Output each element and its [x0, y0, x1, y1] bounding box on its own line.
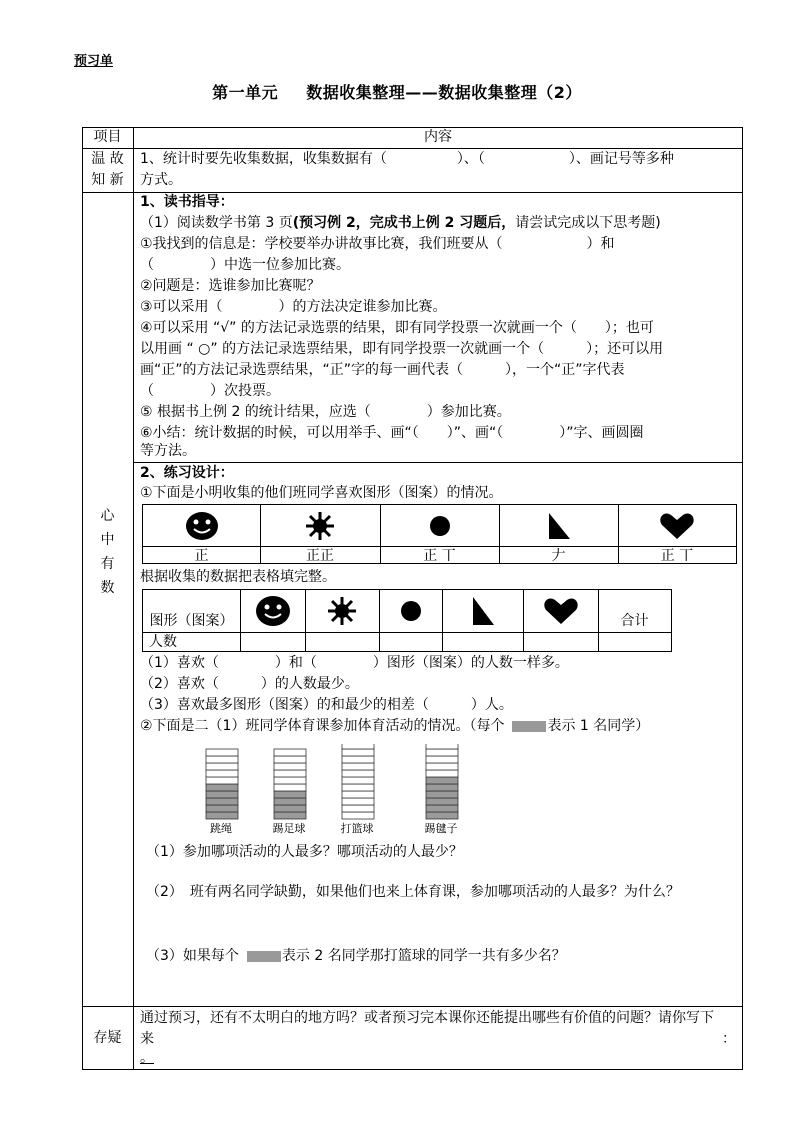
- bar-block: [206, 791, 238, 798]
- bar-block: [426, 805, 458, 812]
- unit-title: 第一单元: [212, 83, 279, 102]
- col-header-content: 内容: [424, 129, 452, 145]
- bar-block: [274, 756, 306, 763]
- tally-mark: 𠂇: [551, 548, 566, 564]
- bar-block: [274, 770, 306, 777]
- triangle-icon: [442, 590, 523, 632]
- column-divider: [133, 127, 134, 1070]
- bar-block: [342, 791, 374, 798]
- bar-block: [206, 798, 238, 805]
- exercise-2-pre: ②下面是二（1）班同学体育课参加体育活动的情况。（每个: [140, 718, 505, 734]
- bar-block: [206, 770, 238, 777]
- fill-prompt: 根据收集的数据把表格填完整。: [140, 569, 336, 585]
- bar-block: [274, 791, 306, 798]
- bar-block: [342, 777, 374, 784]
- tally-mark: 正: [194, 548, 209, 564]
- practice-heading: 2、练习设计：: [140, 465, 234, 481]
- heart-icon: [618, 505, 736, 546]
- question-4a: ④可以采用 “√” 的方法记录选票的结果，即有同学投票一次就画一个（ ）；也可: [140, 320, 654, 336]
- exercise-2-post: 表示 1 名同学）: [547, 718, 650, 734]
- unit-block-icon: [512, 721, 546, 732]
- bar-label: 踢足球: [272, 822, 306, 835]
- question-6a: ⑥小结：统计数据的时候，可以用举手、画“（ ）”、画“（ ）”字、画圆圈: [140, 425, 644, 441]
- bar-block: [342, 744, 374, 749]
- tally-mark: 正 丅: [660, 548, 694, 564]
- page-title: [0, 80, 794, 103]
- bar-block: [426, 784, 458, 791]
- dot-icon: [380, 505, 499, 546]
- reading-intro-bold: (预习例 2，完成书上例 2 习题后，: [292, 215, 516, 231]
- topic-title: 数据收集整理——数据收集整理（2）: [306, 83, 582, 102]
- doubts-line-2-end: ：: [722, 1031, 736, 1047]
- bar-block: [342, 798, 374, 805]
- main-label-3: 有: [100, 556, 115, 572]
- circle-symbol: ○: [198, 341, 211, 357]
- count-table: [142, 589, 672, 652]
- bar-label: 踢毽子: [424, 822, 458, 835]
- tally-mark: 正 丅: [423, 548, 456, 564]
- bar-block: [274, 798, 306, 805]
- doubts-line-1: 通过预习，还有不太明白的地方吗？或者预习完本课你还能提出哪些有价值的问题？请你写下: [140, 1010, 714, 1026]
- doubts-line-3: 。: [140, 1050, 154, 1066]
- question-2: ②问题是：选谁参加比赛呢？: [140, 278, 321, 294]
- main-label-1: 心: [100, 508, 115, 524]
- bar-block: [426, 744, 458, 749]
- sun-icon: [305, 590, 379, 632]
- sub-question-2: （2）喜欢（ ）的人数最少。: [140, 676, 359, 692]
- smiley-icon: [240, 590, 305, 632]
- bar-block: [342, 770, 374, 777]
- reading-intro: [140, 213, 661, 234]
- triangle-icon: [499, 505, 618, 546]
- question-3: ③可以采用（ ）的方法决定谁参加比赛。: [140, 299, 447, 315]
- bar-block: [206, 805, 238, 812]
- question-4b-pre: 以用画 “: [140, 341, 199, 357]
- main-label-2: 中: [100, 532, 115, 548]
- col-header-item: 项目: [93, 129, 122, 145]
- question-c-post: 表示 2 名同学那打篮球的同学一共有多少名？: [281, 948, 566, 964]
- row-divider: [82, 1006, 743, 1007]
- tally-mark: 正正: [306, 548, 334, 564]
- activity-bar: [206, 749, 238, 819]
- sub-question-3: （3）喜欢最多图形（图案）的和最少的相差（ ）人。: [140, 697, 513, 713]
- bar-label: 跳绳: [210, 822, 232, 835]
- bar-block: [426, 777, 458, 784]
- bar-block: [342, 805, 374, 812]
- sun-icon: [260, 505, 380, 546]
- question-4b-post: ” 的方法记录选票结果，即有同学投票一次就画一个（ ）；还可以用: [210, 341, 664, 357]
- question-1b: （ ）中选一位参加比赛。: [140, 257, 350, 273]
- bar-block: [274, 812, 306, 819]
- tally-table: [142, 504, 737, 564]
- question-c-pre: （3）如果每个: [146, 948, 239, 964]
- unit-block-icon: [247, 951, 281, 962]
- review-label-2: 知 新: [91, 172, 124, 188]
- review-line-2: 方式。: [140, 172, 182, 188]
- bar-block: [206, 777, 238, 784]
- doubts-line-2: 来: [140, 1031, 154, 1047]
- question-a: （1）参加哪项活动的人最多？哪项活动的人最少？: [146, 844, 463, 860]
- bar-block: [206, 756, 238, 763]
- bar-block: [426, 770, 458, 777]
- question-6b: 等方法。: [140, 443, 196, 459]
- bar-block: [426, 756, 458, 763]
- bar-block: [426, 749, 458, 756]
- activity-bar: [342, 744, 374, 819]
- exercise-2: [140, 716, 649, 737]
- bar-block: [206, 763, 238, 770]
- bar-block: [206, 812, 238, 819]
- count-row-header: 人数: [149, 634, 177, 650]
- reading-heading: 1、读书指导：: [140, 194, 234, 210]
- review-line-1: 1、统计时要先收集数据，收集数据有（ ）、（ ）、画记号等多种: [140, 151, 674, 167]
- bar-block: [342, 749, 374, 756]
- bar-block: [426, 763, 458, 770]
- activity-bar: [426, 744, 458, 819]
- bar-block: [274, 749, 306, 756]
- shape-header: 图形（图案）: [149, 613, 234, 629]
- question-1a: ①我找到的信息是：学校要举办讲故事比赛，我们班要从（ ）和: [140, 236, 615, 252]
- bar-block: [206, 784, 238, 791]
- dot-icon: [379, 590, 442, 632]
- question-4b: [140, 339, 663, 360]
- bar-block: [342, 763, 374, 770]
- question-5: ⑤ 根据书上例 2 的统计结果，应选（ ）参加比赛。: [140, 404, 511, 420]
- question-4c: 画“正”的方法记录选票结果，“正”字的每一画代表（ ），一个“正”字代表: [140, 362, 625, 378]
- bar-block: [426, 812, 458, 819]
- bar-label: 打篮球: [340, 822, 374, 835]
- review-label-1: 温 故: [91, 151, 124, 167]
- reading-intro-pre: （1）阅读数学书第 3 页: [140, 215, 293, 231]
- total-header: 合计: [620, 613, 649, 629]
- exercise-1: ①下面是小明收集的他们班同学喜欢图形（图案）的情况。: [140, 485, 503, 501]
- heart-icon: [523, 590, 598, 632]
- bar-block: [274, 784, 306, 791]
- sub-question-1: （1）喜欢（ ）和（ ）图形（图案）的人数一样多。: [140, 655, 569, 671]
- smiley-icon: [143, 505, 260, 546]
- doubts-label: 存疑: [93, 1030, 122, 1046]
- main-label-4: 数: [100, 580, 115, 596]
- reading-intro-post: 请尝试完成以下思考题): [515, 215, 661, 231]
- question-4d: （ ）次投票。: [140, 383, 280, 399]
- question-b: （2） 班有两名同学缺勤，如果他们也来上体育课，参加哪项活动的人最多？为什么？: [146, 884, 680, 900]
- bar-block: [342, 812, 374, 819]
- question-c: [146, 946, 566, 967]
- bar-block: [426, 791, 458, 798]
- bar-block: [426, 798, 458, 805]
- bar-block: [206, 749, 238, 756]
- header-label: 预习单: [74, 54, 114, 69]
- bar-block: [274, 805, 306, 812]
- bar-block: [342, 784, 374, 791]
- bar-block: [274, 763, 306, 770]
- bar-block: [274, 777, 306, 784]
- activity-bar: [274, 749, 306, 819]
- bar-block: [342, 756, 374, 763]
